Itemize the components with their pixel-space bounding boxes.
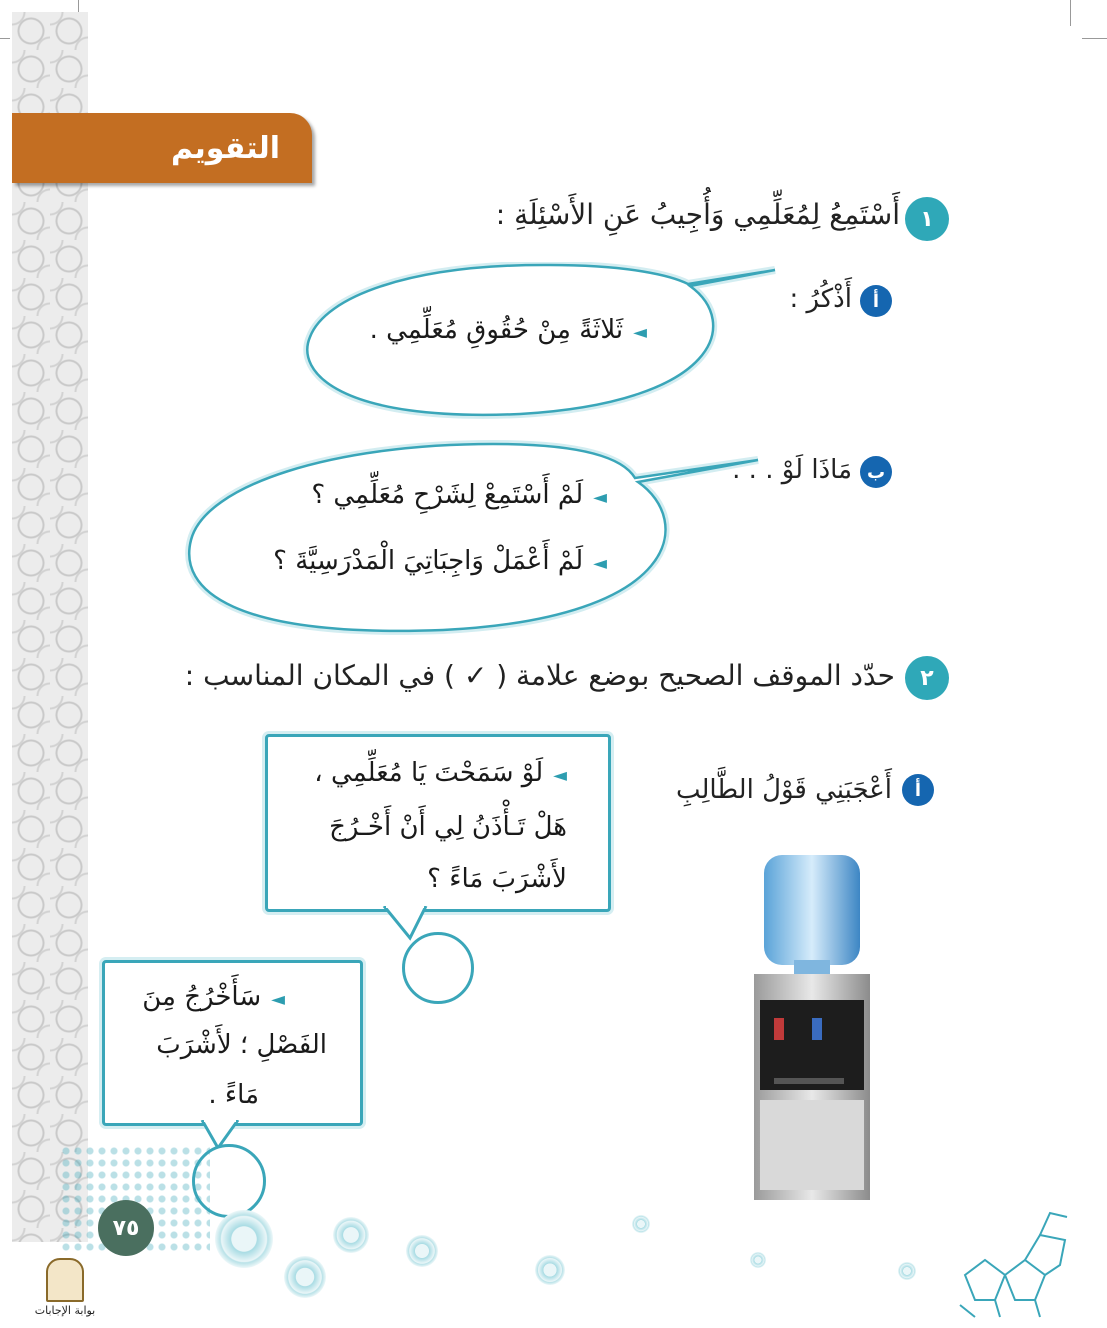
q1-b-letter: ب	[860, 456, 892, 488]
triangle-bullet-icon: ◄	[593, 553, 607, 574]
bubble2-line-2: الفَصْلِ ؛ لأَشْرَبَ	[156, 1030, 327, 1060]
section-title: التقويم	[171, 130, 280, 166]
decorative-rosette	[406, 1235, 438, 1267]
q2-a-prompt: أَعْجَبَنِي قَوْلُ الطَّالِبِ	[675, 775, 892, 805]
crop-mark-left	[0, 38, 10, 39]
page-number: ٧٥	[98, 1200, 154, 1256]
decorative-rosette	[898, 1262, 916, 1280]
question-1-number: ١	[905, 197, 949, 241]
triangle-bullet-icon: ◄	[593, 487, 607, 508]
bubble1-line-1: ◄لَوْ سَمَحْتَ يَا مُعَلِّمِي ،	[314, 758, 567, 788]
q2-a-letter: أ	[902, 774, 934, 806]
question-2-number: ٢	[905, 656, 949, 700]
q1-b-line-2: ◄لَمْ أَعْمَلْ وَاجِبَاتِيَ الْمَدْرَسِيَّةَ ؟	[273, 546, 607, 576]
q1-b-speech-bubble	[183, 440, 763, 640]
q1-a-letter: أ	[860, 285, 892, 317]
decorative-rosette	[215, 1210, 273, 1268]
decorative-rosette	[284, 1256, 326, 1298]
logo-tower-icon	[46, 1258, 84, 1302]
triangle-bullet-icon: ◄	[271, 989, 285, 1010]
q1-b-prompt: مَاذَا لَوْ . . .	[732, 455, 852, 485]
q1-a-prompt: أَذْكُرُ :	[789, 284, 852, 314]
decorative-geometric-corner	[955, 1205, 1070, 1320]
triangle-bullet-icon: ◄	[633, 322, 647, 343]
bubble1-line-3: لأَشْرَبَ مَاءً ؟	[427, 864, 567, 894]
decorative-rosette	[750, 1252, 766, 1268]
crop-mark-top-right	[1070, 0, 1071, 26]
bubble2-line-1: ◄سَأَخْرُجُ مِنَ	[142, 982, 285, 1012]
site-logo	[30, 1258, 100, 1328]
crop-mark-right	[1082, 38, 1107, 39]
q1-a-line-1: ◄ثَلاثَةً مِنْ حُقُوقِ مُعَلِّمِي .	[369, 315, 647, 345]
bubble1-line-2: هَلْ تَـأْذَنُ لِي أَنْ أَخْـرُجَ	[329, 812, 567, 842]
triangle-bullet-icon: ◄	[553, 765, 567, 786]
decorative-rosette	[535, 1255, 565, 1285]
q1-b-line-1: ◄لَمْ أَسْتَمِعْ لِشَرْحِ مُعَلِّمِي ؟	[311, 480, 607, 510]
answer-circle-1[interactable]	[402, 932, 474, 1004]
question-2-text: حدّد الموقف الصحيح بوضع علامة ( ✓ ) في المكان المناسب :	[184, 659, 895, 692]
water-cooler-image	[752, 850, 872, 1200]
decorative-rosette	[632, 1215, 650, 1233]
question-1-text: أَسْتَمِعُ لِمُعَلِّمِي وَأُجِيبُ عَنِ الأَسْئِلَةِ :	[495, 198, 900, 231]
decorative-rosette	[333, 1217, 369, 1253]
section-title-tab	[12, 113, 312, 183]
decorative-side-band	[12, 12, 88, 1242]
logo-caption: بوابة الإجابات	[34, 1304, 96, 1317]
bubble2-line-3: مَاءً .	[208, 1080, 259, 1110]
